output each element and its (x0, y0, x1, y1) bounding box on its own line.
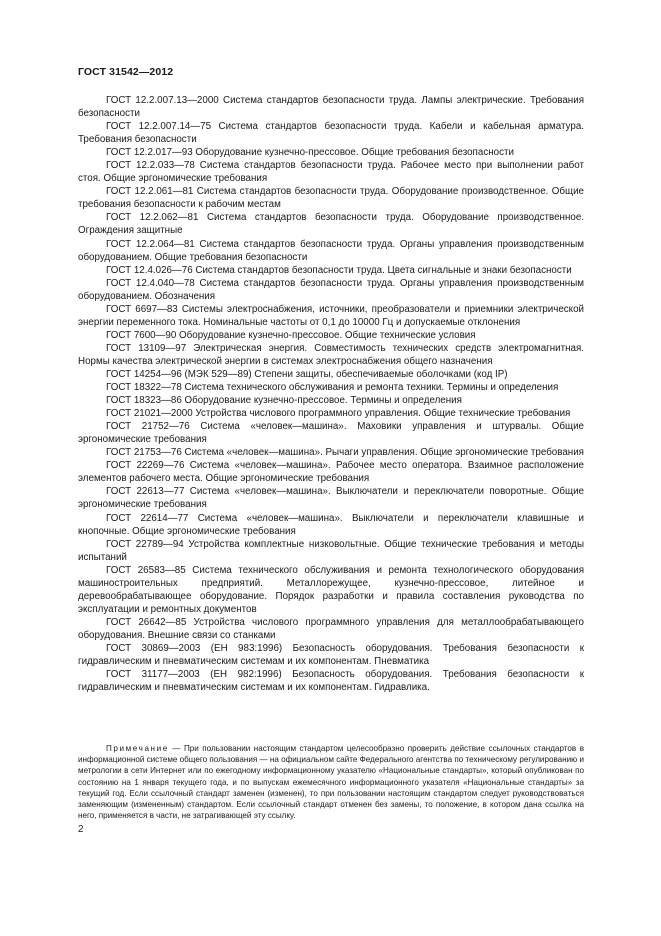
reference-item: ГОСТ 30869—2003 (ЕН 983:1996) Безопасность оборудования. Требования безопасности к гидравлическим и пневматическим системам и их компонентам. Пневматика (78, 642, 584, 668)
note-label: Примечание (106, 744, 169, 753)
reference-item: ГОСТ 21752—76 Система «человек—машина». Маховики управления и штурвалы. Общие эргономические требования (78, 421, 584, 446)
reference-item: ГОСТ 12.2.061—81 Система стандартов безопасности труда. Оборудование производственное. Общие требования безопасности к рабочим местам (78, 186, 584, 211)
reference-item: ГОСТ 31177—2003 (ЕН 982:1996) Безопасность оборудования. Требования безопасности к гидравлическим и пневматическим системам и их компонентам. Гидравлика. (78, 669, 584, 694)
reference-item: ГОСТ 18323—86 Оборудование кузнечно-прессовое. Термины и определения (106, 395, 462, 407)
reference-item: ГОСТ 7600—90 Оборудование кузнечно-прессовое. Общие технические условия (106, 329, 476, 341)
reference-item: ГОСТ 12.2.062—81 Система стандартов безопасности труда. Оборудование производственное. Ограждения защитные (78, 212, 584, 237)
reference-item: ГОСТ 22269—76 Система «человек—машина». Рабочее место оператора. Взаимное расположение элементов рабочего места. Общие эргономические требования (78, 460, 584, 485)
reference-item: ГОСТ 12.4.026—76 Система стандартов безопасности труда. Цвета сигнальные и знаки безопасности (106, 264, 572, 276)
note-paragraph (78, 743, 584, 821)
page-number: 2 (78, 824, 84, 835)
reference-item: ГОСТ 26642—85 Устройства числового программного управления для металлообрабатывающего оборудования. Внешние связи со станками (78, 616, 584, 641)
reference-item: ГОСТ 22613—77 Система «человек—машина». Выключатели и переключатели поворотные. Общие эргономические требования (78, 486, 584, 511)
reference-item: ГОСТ 18322—78 Система технического обслуживания и ремонта техники. Термины и определения (106, 382, 559, 394)
reference-item: ГОСТ 12.4.040—78 Система стандартов безопасности труда. Органы управления производственным оборудованием. Обозначения (78, 277, 584, 302)
reference-item: ГОСТ 26583—85 Система технического обслуживания и ремонта технологического оборудования машиностроительных предприятий. Металлорежущее, кузнечно-прессовое, литейное и деревообрабатывающее оборудование. Порядок разработки и правила составления руководства по эксплуатации и ремонтных документов (78, 564, 584, 615)
reference-item: ГОСТ 12.2.033—78 Система стандартов безопасности труда. Рабочее место при выполнении работ стоя. Общие эргономические требования (78, 160, 584, 185)
reference-item: ГОСТ 12.2.064—81 Система стандартов безопасности труда. Органы управления производственным оборудованием. Общие требования безопасности (78, 238, 584, 263)
reference-item: ГОСТ 22789—94 Устройства комплектные низковольтные. Общие технические требования и методы испытаний (78, 538, 584, 563)
reference-item: ГОСТ 21753—76 Система «человек—машина». Рычаги управления. Общие эргономические требования (106, 447, 584, 459)
reference-item: ГОСТ 6697—83 Системы электроснабжения, источники, преобразователи и приемники электрической энергии переменного тока. Номинальные частоты от 0,1 до 10000 Гц и допускаемые отклонения (78, 303, 584, 328)
reference-item: ГОСТ 12.2.007.14—75 Система стандартов безопасности труда. Кабели и кабельная арматура. Требования безопасности (78, 121, 584, 146)
reference-item: ГОСТ 12.2.017—93 Оборудование кузнечно-прессовое. Общие требования безопасности (106, 147, 514, 159)
reference-item: ГОСТ 12.2.007.13—2000 Система стандартов безопасности труда. Лампы электрические. Требования безопасности (78, 95, 584, 120)
reference-item: ГОСТ 13109—97 Электрическая энергия. Совместимость технических средств электромагнитная. Нормы качества электрической энергии в системах электроснабжения общего назначения (78, 342, 584, 367)
reference-item: ГОСТ 14254—96 (МЭК 529—89) Степени защиты, обеспечиваемые оболочками (код IP) (106, 368, 508, 380)
reference-item: ГОСТ 22614—77 Система «человек—машина». Выключатели и переключатели клавишные и кнопочные. Общие эргономические требования (78, 512, 584, 537)
document-code-header: ГОСТ 31542—2012 (78, 66, 174, 78)
note-text: — При пользовании настоящим стандартом целесообразно проверить действие ссылочных стандартов в информационной системе общего пользования — на официальном сайте Федерального агентства по техническому регулированию и метрологии в сети Интернет или по ежегодному информационному указателю «Национальные стандарты», который опубликован по состоянию на 1 января текущего года, и по выпускам ежемесячного информационного указателя «Национальные стандарты» за текущий год. Если ссылочный стандарт заменен (изменен), то при пользовании настоящим стандартом следует руководствоваться заменяющим (измененным) стандартом. Если ссылочный стандарт отменен без замены, то положение, в котором дана ссылка на него, применяется в части, не затрагивающей эту ссылку. (78, 744, 584, 821)
reference-item: ГОСТ 21021—2000 Устройства числового программного управления. Общие технические требования (106, 408, 571, 420)
normative-references-list (78, 94, 584, 694)
